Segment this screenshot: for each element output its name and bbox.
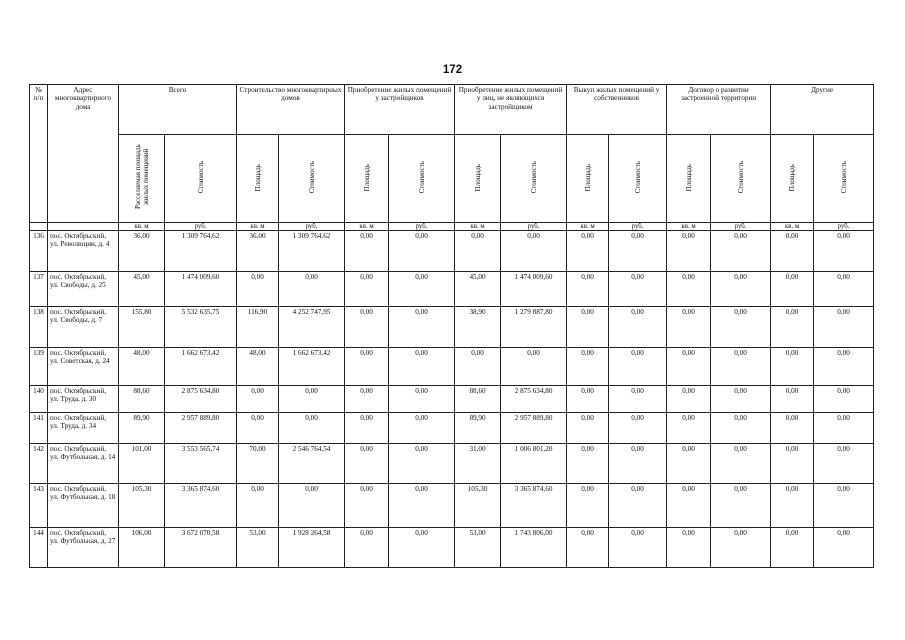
cell-value: 0,00 [567, 348, 609, 386]
cell-value: 0,00 [711, 272, 771, 307]
cell-value: 2 546 764,54 [279, 444, 345, 484]
unit-cell: руб. [814, 223, 874, 231]
cell-value: 0,00 [609, 348, 667, 386]
row-number: 140 [30, 386, 48, 413]
cell-value: 0,00 [389, 348, 455, 386]
cell-value: 0,00 [389, 484, 455, 528]
header-group-buyout: Выкуп жилых помещений у собственников [567, 85, 667, 135]
subheader-cost: Стоимость [814, 135, 874, 223]
subheader-cost: Стоимость [165, 135, 237, 223]
cell-value: 1 279 887,80 [501, 307, 567, 348]
unit-cell: кв. м [237, 223, 279, 231]
cell-value: 0,00 [814, 528, 874, 568]
cell-value: 0,00 [814, 484, 874, 528]
cell-value: 0,00 [567, 528, 609, 568]
cell-value: 53,00 [237, 528, 279, 568]
cell-value: 0,00 [345, 348, 389, 386]
unit-cell-empty [48, 223, 119, 231]
unit-cell: кв. м [119, 223, 165, 231]
unit-cell-empty [30, 223, 48, 231]
subheader-area: Площадь [455, 135, 501, 223]
header-num: № п/п [30, 85, 48, 223]
unit-cell: руб. [279, 223, 345, 231]
cell-value: 89,90 [119, 413, 165, 444]
cell-value: 0,00 [389, 307, 455, 348]
subheader-cost: Стоимость [389, 135, 455, 223]
cell-value: 1 928 264,58 [279, 528, 345, 568]
cell-value: 0,00 [345, 272, 389, 307]
cell-value: 0,00 [345, 231, 389, 272]
cell-value: 31,00 [455, 444, 501, 484]
unit-cell: руб. [501, 223, 567, 231]
header-group-purchase-developers: Приобретение жилых помещений у застройщиков [345, 85, 455, 135]
header-group-other: Другие [771, 85, 874, 135]
cell-value: 0,00 [771, 413, 814, 444]
cell-value: 36,00 [237, 231, 279, 272]
cell-value: 0,00 [567, 307, 609, 348]
cell-value: 0,00 [237, 413, 279, 444]
table-row [30, 444, 874, 484]
unit-cell: кв. м [345, 223, 389, 231]
cell-value: 0,00 [667, 231, 711, 272]
cell-value: 0,00 [279, 272, 345, 307]
cell-value: 70,00 [237, 444, 279, 484]
cell-value: 0,00 [771, 272, 814, 307]
row-address: пос. Октябрьский, ул. Свободы, д. 25 [48, 272, 119, 307]
subheader-cost: Стоимость [279, 135, 345, 223]
cell-value: 0,00 [345, 528, 389, 568]
unit-cell: руб. [609, 223, 667, 231]
cell-value: 48,00 [119, 348, 165, 386]
table-row [30, 348, 874, 386]
unit-cell: руб. [711, 223, 771, 231]
unit-cell: кв. м [455, 223, 501, 231]
cell-value: 2 875 634,80 [165, 386, 237, 413]
cell-value: 0,00 [771, 528, 814, 568]
header-address: Адрес многоквартирного дома [48, 85, 119, 223]
cell-value: 0,00 [389, 386, 455, 413]
subheader-total-area: Расселяемая площадь жилых помещений [119, 135, 165, 223]
cell-value: 0,00 [814, 307, 874, 348]
row-number: 142 [30, 444, 48, 484]
cell-value: 0,00 [667, 348, 711, 386]
row-address: пос. Октябрьский, ул. Советская, д. 24 [48, 348, 119, 386]
cell-value: 0,00 [345, 444, 389, 484]
cell-value: 3 365 874,60 [501, 484, 567, 528]
cell-value: 0,00 [814, 444, 874, 484]
cell-value: 0,00 [814, 413, 874, 444]
unit-cell: кв. м [567, 223, 609, 231]
cell-value: 0,00 [455, 348, 501, 386]
table-row [30, 528, 874, 568]
row-number: 143 [30, 484, 48, 528]
cell-value: 0,00 [455, 231, 501, 272]
cell-value: 0,00 [771, 307, 814, 348]
unit-cell: кв. м [667, 223, 711, 231]
header-group-construction: Строительство многоквартирных домов [237, 85, 345, 135]
cell-value: 0,00 [389, 272, 455, 307]
subheader-area: Площадь [771, 135, 814, 223]
unit-cell: руб. [389, 223, 455, 231]
cell-value: 1 662 673,42 [165, 348, 237, 386]
cell-value: 0,00 [711, 386, 771, 413]
cell-value: 3 553 565,74 [165, 444, 237, 484]
cell-value: 0,00 [711, 444, 771, 484]
table-row [30, 386, 874, 413]
cell-value: 0,00 [771, 348, 814, 386]
cell-value: 45,00 [455, 272, 501, 307]
cell-value: 0,00 [567, 444, 609, 484]
page-number: 172 [442, 64, 463, 76]
units-row [30, 223, 874, 231]
table-row [30, 272, 874, 307]
cell-value: 45,00 [119, 272, 165, 307]
row-address: пос. Октябрьский, ул. Революции, д. 4 [48, 231, 119, 272]
unit-cell: руб. [165, 223, 237, 231]
subheader-area: Площадь [237, 135, 279, 223]
cell-value: 1 006 801,20 [501, 444, 567, 484]
cell-value: 0,00 [771, 484, 814, 528]
cell-value: 1 309 764,62 [279, 231, 345, 272]
row-address: пос. Октябрьский, ул. Труда, д. 30 [48, 386, 119, 413]
cell-value: 2 957 889,80 [501, 413, 567, 444]
subheader-area: Площадь [567, 135, 609, 223]
cell-value: 0,00 [279, 484, 345, 528]
cell-value: 4 252 747,95 [279, 307, 345, 348]
cell-value: 3 672 070,58 [165, 528, 237, 568]
header-group-purchase-non-developers: Приобретение жилых помещений у лиц, не являющихся застройщиком [455, 85, 567, 135]
cell-value: 0,00 [814, 231, 874, 272]
row-number: 144 [30, 528, 48, 568]
cell-value: 0,00 [345, 413, 389, 444]
cell-value: 2 957 889,80 [165, 413, 237, 444]
cell-value: 0,00 [389, 528, 455, 568]
cell-value: 0,00 [667, 444, 711, 484]
table-row [30, 413, 874, 444]
cell-value: 88,60 [119, 386, 165, 413]
cell-value: 0,00 [237, 386, 279, 413]
cell-value: 0,00 [237, 272, 279, 307]
cell-value: 116,90 [237, 307, 279, 348]
cell-value: 0,00 [814, 348, 874, 386]
cell-value: 0,00 [814, 386, 874, 413]
unit-cell: кв. м [771, 223, 814, 231]
cell-value: 0,00 [667, 413, 711, 444]
cell-value: 0,00 [345, 386, 389, 413]
cell-value: 0,00 [609, 528, 667, 568]
cell-value: 0,00 [609, 307, 667, 348]
cell-value: 0,00 [389, 444, 455, 484]
cell-value: 0,00 [711, 484, 771, 528]
cell-value: 0,00 [771, 444, 814, 484]
cell-value: 0,00 [667, 484, 711, 528]
row-address: пос. Октябрьский, ул. Свободы, д. 7 [48, 307, 119, 348]
cell-value: 53,00 [455, 528, 501, 568]
cell-value: 1 743 806,00 [501, 528, 567, 568]
row-number: 139 [30, 348, 48, 386]
cell-value: 0,00 [771, 386, 814, 413]
header-group-development-contract: Договор о развитии застроенной территории [667, 85, 771, 135]
row-address: пос. Октябрьский, ул. Футбольная, д. 27 [48, 528, 119, 568]
table-row [30, 231, 874, 272]
cell-value: 3 365 874,60 [165, 484, 237, 528]
cell-value: 0,00 [567, 272, 609, 307]
cell-value: 0,00 [567, 231, 609, 272]
subheader-cost: Стоимость [501, 135, 567, 223]
cell-value: 0,00 [711, 307, 771, 348]
subheader-row [30, 135, 874, 223]
row-number: 141 [30, 413, 48, 444]
row-number: 137 [30, 272, 48, 307]
cell-value: 2 875 634,80 [501, 386, 567, 413]
cell-value: 0,00 [609, 386, 667, 413]
cell-value: 0,00 [609, 272, 667, 307]
cell-value: 0,00 [711, 413, 771, 444]
table-row [30, 307, 874, 348]
cell-value: 0,00 [389, 413, 455, 444]
subheader-area: Площадь [667, 135, 711, 223]
cell-value: 155,80 [119, 307, 165, 348]
subheader-cost: Стоимость [711, 135, 771, 223]
cell-value: 0,00 [389, 231, 455, 272]
row-number: 138 [30, 307, 48, 348]
header-row [30, 85, 874, 135]
cell-value: 105,30 [119, 484, 165, 528]
cell-value: 0,00 [279, 386, 345, 413]
cell-value: 0,00 [609, 413, 667, 444]
cell-value: 89,90 [455, 413, 501, 444]
cell-value: 0,00 [814, 272, 874, 307]
cell-value: 0,00 [711, 528, 771, 568]
subheader-area: Площадь [345, 135, 389, 223]
cell-value: 1 474 009,60 [501, 272, 567, 307]
cell-value: 48,00 [237, 348, 279, 386]
cell-value: 36,00 [119, 231, 165, 272]
cell-value: 38,90 [455, 307, 501, 348]
subheader-cost: Стоимость [609, 135, 667, 223]
cell-value: 0,00 [501, 231, 567, 272]
header-group-total: Всего [119, 85, 237, 135]
cell-value: 0,00 [667, 386, 711, 413]
cell-value: 0,00 [567, 413, 609, 444]
table-row [30, 484, 874, 528]
cell-value: 0,00 [237, 484, 279, 528]
cell-value: 0,00 [279, 413, 345, 444]
resettlement-table [29, 84, 874, 568]
cell-value: 0,00 [667, 307, 711, 348]
cell-value: 0,00 [501, 348, 567, 386]
cell-value: 0,00 [567, 386, 609, 413]
cell-value: 5 532 635,75 [165, 307, 237, 348]
cell-value: 0,00 [345, 484, 389, 528]
cell-value: 0,00 [667, 528, 711, 568]
cell-value: 0,00 [567, 484, 609, 528]
cell-value: 1 662 673,42 [279, 348, 345, 386]
cell-value: 106,00 [119, 528, 165, 568]
cell-value: 88,60 [455, 386, 501, 413]
row-address: пос. Октябрьский, ул. Футбольная, д. 14 [48, 444, 119, 484]
cell-value: 0,00 [667, 272, 711, 307]
cell-value: 101,00 [119, 444, 165, 484]
cell-value: 0,00 [345, 307, 389, 348]
row-address: пос. Октябрьский, ул. Труда, д. 34 [48, 413, 119, 444]
cell-value: 0,00 [771, 231, 814, 272]
row-address: пос. Октябрьский, ул. Футбольная, д. 18 [48, 484, 119, 528]
cell-value: 0,00 [711, 231, 771, 272]
cell-value: 1 309 764,62 [165, 231, 237, 272]
cell-value: 0,00 [609, 444, 667, 484]
cell-value: 0,00 [609, 484, 667, 528]
row-number: 136 [30, 231, 48, 272]
cell-value: 1 474 009,60 [165, 272, 237, 307]
cell-value: 0,00 [609, 231, 667, 272]
cell-value: 0,00 [711, 348, 771, 386]
cell-value: 105,30 [455, 484, 501, 528]
